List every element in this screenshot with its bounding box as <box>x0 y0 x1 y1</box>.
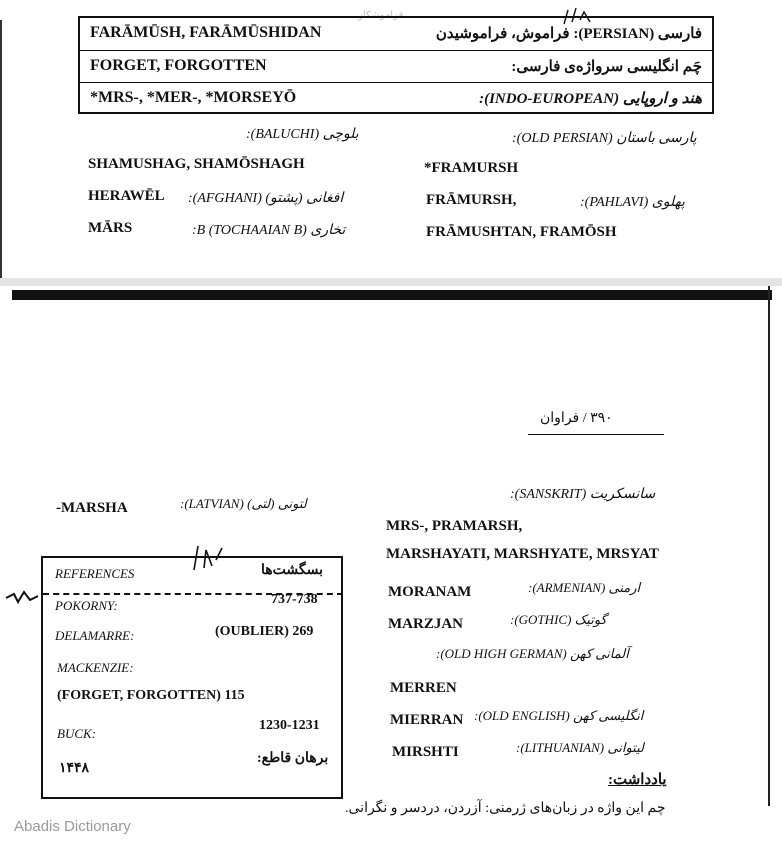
reference-value: برهان قاطع: <box>257 751 329 766</box>
references-title: REFERENCES <box>55 566 135 581</box>
afghani-word: HERAWĒL <box>88 188 165 204</box>
latvian-word: -MARSHA <box>56 500 128 516</box>
sanskrit-words-2: MARSHAYATI, MARSHYATE, MRSYAT <box>386 546 659 562</box>
reference-name: POKORNY: <box>55 598 118 613</box>
pen-mark <box>4 588 44 608</box>
notes-label: یادداشت: <box>608 772 667 788</box>
old-persian-label: پارسی باستان (OLD PERSIAN): <box>512 131 697 146</box>
pen-mark <box>188 540 228 576</box>
page-header: ۳۹۰ / فراوان <box>540 411 613 426</box>
lithuanian-label: لیتوانی (LITHUANIAN): <box>516 740 644 755</box>
sanskrit-label: سانسکریت (SANSKRIT): <box>510 487 656 502</box>
reference-name: BUCK: <box>57 726 96 741</box>
english-row <box>80 51 712 83</box>
reference-value: 737-738 <box>271 592 318 607</box>
pahlavi-word-2: FRĀMUSHTAN, FRAMŌSH <box>426 224 617 240</box>
old-high-german-label: آلمانی کهن (OLD HIGH GERMAN): <box>436 646 629 661</box>
reference-name: MACKENZIE: <box>57 660 134 675</box>
english-label: چَم انگلیسی سرواژه‌ی فارسی: <box>511 59 702 75</box>
baluchi-label: بلوچی (BALUCHI): <box>246 127 359 142</box>
watermark: Abadis Dictionary <box>14 818 131 835</box>
indo-european-label: هند و اروپایی (INDO-EUROPEAN): <box>479 91 702 107</box>
reference-name: DELAMARRE: <box>55 628 135 643</box>
header-underline <box>528 434 664 435</box>
latvian-label: لتونی (لتی) (LATVIAN): <box>180 496 307 511</box>
old-persian-word: *FRAMURSH <box>424 160 519 176</box>
tochaaian-word: MĀRS <box>88 220 133 236</box>
afghani-label: افغانی (پشتو) (AFGHANI): <box>188 191 344 206</box>
reference-value: (OUBLIER) 269 <box>215 624 314 639</box>
lithuanian-word: MIRSHTI <box>392 744 459 760</box>
persian-row <box>80 18 712 50</box>
pahlavi-word: FRĀMURSH, <box>426 192 517 208</box>
references-box <box>41 556 343 799</box>
gothic-word: MARZJAN <box>388 616 463 632</box>
indo-european-word: *MRS-, *MER-, *MORSEYŌ <box>90 89 297 106</box>
scan-left-edge <box>0 20 2 280</box>
old-high-german-word: MERREN <box>390 680 457 696</box>
scan-gap <box>0 278 782 286</box>
pen-mark <box>560 4 600 28</box>
english-word: FORGET, FORGOTTEN <box>90 57 267 74</box>
old-english-word: MIERRAN <box>390 712 464 728</box>
reference-name: ۱۴۴۸ <box>59 761 90 776</box>
armenian-label: ارمنی (ARMENIAN): <box>528 580 641 595</box>
pahlavi-label: پهلوی (PAHLAVI): <box>580 195 685 210</box>
reference-value: 1230-1231 <box>259 718 320 733</box>
persian-word: FARĀMŪSH, FARĀMŪSHIDAN <box>90 24 322 41</box>
armenian-word: MORANAM <box>388 584 472 600</box>
page-top-edge <box>12 290 772 300</box>
reference-name: (FORGET, FORGOTTEN) 115 <box>57 688 245 703</box>
page-right-edge <box>768 286 770 806</box>
persian-label: فارسی (PERSIAN): فراموش، فراموشیدن <box>435 26 702 42</box>
indo-european-row <box>80 83 712 115</box>
sanskrit-words-1: MRS-, PRAMARSH, <box>386 518 523 534</box>
gothic-label: گوتیک (GOTHIC): <box>510 612 607 627</box>
old-english-label: انگلیسی کهن (OLD ENGLISH): <box>474 708 644 723</box>
page-tag: فراموشکار <box>358 10 404 21</box>
baluchi-word: SHAMUSHAG, SHAMŌSHAGH <box>88 156 305 172</box>
notes-text: چم این واژه در زبان‌های ژرمنی: آزردن، دردسر و نگرانی. <box>345 801 666 816</box>
top-entry-box <box>78 16 714 114</box>
references-title-fa: بسگشت‌ها <box>261 563 324 578</box>
tochaaian-label: تخاری B (TOCHAAIAN B): <box>192 223 346 238</box>
